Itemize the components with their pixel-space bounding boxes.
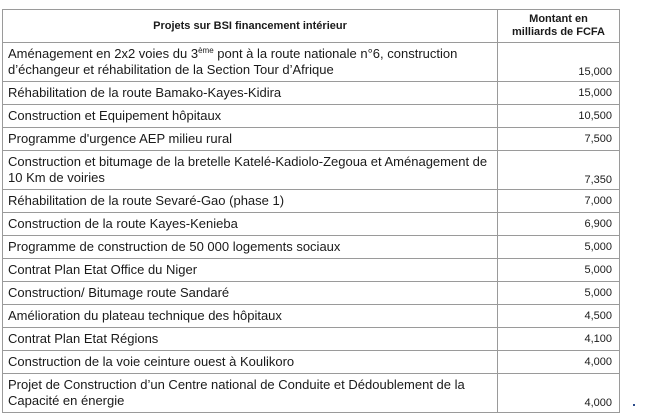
table-row — [3, 151, 620, 190]
amount-cell: 5,000 — [498, 259, 620, 282]
project-cell: Construction et Equipement hôpitaux — [3, 105, 498, 128]
amount-cell: 7,500 — [498, 128, 620, 151]
amount-cell: 6,900 — [498, 213, 620, 236]
table-header-row — [3, 10, 620, 43]
amount-cell: 5,000 — [498, 236, 620, 259]
amount-cell: 4,000 — [498, 351, 620, 374]
table-row — [3, 259, 620, 282]
table-row — [3, 374, 620, 413]
project-cell: Construction et bitumage de la bretelle Katelé-Kadiolo-Zegoua et Aménagement de 10 Km de voiries — [3, 151, 498, 190]
amount-cell: 7,000 — [498, 190, 620, 213]
table-row — [3, 82, 620, 105]
project-text-part2: pont à la route nationale n°6, construction d’échangeur et réhabilitation de la Section Tour d’Afrique — [8, 46, 458, 77]
project-cell: Contrat Plan Etat Régions — [3, 328, 498, 351]
header-project: Projets sur BSI financement intérieur — [3, 10, 498, 43]
stray-dot-mark — [633, 404, 635, 406]
amount-cell: 7,350 — [498, 151, 620, 190]
amount-cell: 5,000 — [498, 282, 620, 305]
project-cell: Amélioration du plateau technique des hôpitaux — [3, 305, 498, 328]
table-row — [3, 43, 620, 82]
amount-cell: 4,000 — [498, 374, 620, 413]
table-row — [3, 328, 620, 351]
amount-cell: 15,000 — [498, 82, 620, 105]
project-cell: Programme d'urgence AEP milieu rural — [3, 128, 498, 151]
project-cell: Construction de la route Kayes-Kenieba — [3, 213, 498, 236]
table-row — [3, 213, 620, 236]
project-text-part1: Aménagement en 2x2 voies du 3 — [8, 46, 199, 61]
project-cell: Programme de construction de 50 000 logements sociaux — [3, 236, 498, 259]
ordinal-superscript: ème — [198, 46, 214, 55]
header-amount-line2: milliards de FCFA — [512, 26, 605, 38]
project-cell: Construction de la voie ceinture ouest à Koulikoro — [3, 351, 498, 374]
header-amount-line1: Montant en — [529, 13, 588, 25]
amount-cell: 4,500 — [498, 305, 620, 328]
project-cell: Projet de Construction d’un Centre national de Conduite et Dédoublement de la Capacité en énergie — [3, 374, 498, 413]
project-cell: Réhabilitation de la route Sevaré-Gao (phase 1) — [3, 190, 498, 213]
table-row — [3, 190, 620, 213]
header-amount — [498, 10, 620, 43]
table-row — [3, 128, 620, 151]
project-cell: Réhabilitation de la route Bamako-Kayes-Kidira — [3, 82, 498, 105]
table-row — [3, 236, 620, 259]
amount-cell: 10,500 — [498, 105, 620, 128]
projects-table — [2, 9, 620, 413]
project-cell: Construction/ Bitumage route Sandaré — [3, 282, 498, 305]
table-row — [3, 105, 620, 128]
project-cell: Contrat Plan Etat Office du Niger — [3, 259, 498, 282]
table-row — [3, 351, 620, 374]
table-row — [3, 305, 620, 328]
amount-cell: 4,100 — [498, 328, 620, 351]
amount-cell: 15,000 — [498, 43, 620, 82]
table-row — [3, 282, 620, 305]
project-cell — [3, 43, 498, 82]
